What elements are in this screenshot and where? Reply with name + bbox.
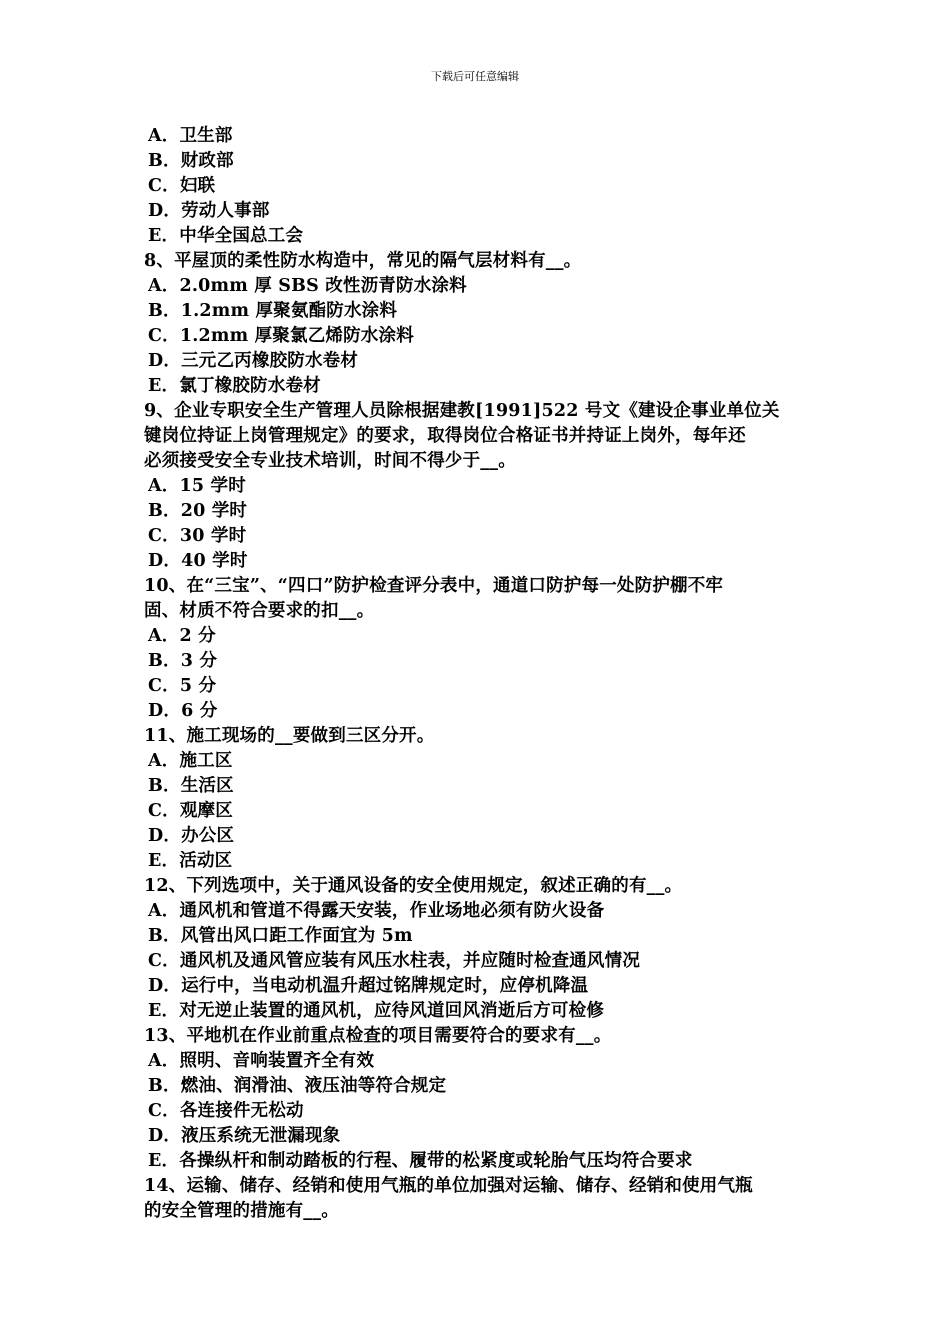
- page-header: 下载后可任意编辑: [431, 70, 519, 83]
- answer-option: D．液压系统无泄漏现象: [148, 1126, 341, 1146]
- answer-option: B．3 分: [148, 651, 218, 671]
- answer-option: D．三元乙丙橡胶防水卷材: [148, 351, 359, 371]
- question-text: 10、在“三宝”、“四口”防护检查评分表中，通道口防护每一处防护棚不牢: [144, 576, 724, 596]
- answer-option: E．各操纵杆和制动踏板的行程、履带的松紧度或轮胎气压均符合要求: [148, 1151, 693, 1171]
- answer-option: C．妇联: [148, 176, 216, 196]
- question-text: 9、企业专职安全生产管理人员除根据建教[1991]522 号文《建设企事业单位关: [144, 401, 780, 421]
- answer-option: D．6 分: [148, 701, 218, 721]
- answer-option: C．30 学时: [148, 526, 247, 546]
- answer-option: A．施工区: [148, 751, 233, 771]
- answer-option: C．通风机及通风管应装有风压水柱表，并应随时检查通风情况: [148, 951, 641, 971]
- answer-option: C．1.2mm 厚聚氯乙烯防水涂料: [148, 326, 414, 346]
- question-text: 必须接受安全专业技术培训，时间不得少于__。: [144, 451, 516, 471]
- answer-option: A．2.0mm 厚 SBS 改性沥青防水涂料: [148, 276, 467, 296]
- answer-option: A．15 学时: [148, 476, 246, 496]
- answer-option: E．活动区: [148, 851, 233, 871]
- question-text: 14、运输、储存、经销和使用气瓶的单位加强对运输、储存、经销和使用气瓶: [144, 1176, 753, 1196]
- question-text: 8、平屋顶的柔性防水构造中，常见的隔气层材料有__。: [144, 251, 582, 271]
- answer-option: C．5 分: [148, 676, 217, 696]
- answer-option: B．风管出风口距工作面宜为 5m: [148, 926, 413, 946]
- answer-option: E．中华全国总工会: [148, 226, 304, 246]
- answer-option: D．劳动人事部: [148, 201, 270, 221]
- question-text: 12、下列选项中，关于通风设备的安全使用规定，叙述正确的有__。: [144, 876, 683, 896]
- answer-option: A．照明、音响装置齐全有效: [148, 1051, 375, 1071]
- document-body: [144, 124, 814, 1224]
- answer-option: B．20 学时: [148, 501, 248, 521]
- answer-option: B．1.2mm 厚聚氨酯防水涂料: [148, 301, 398, 321]
- answer-option: A．通风机和管道不得露天安装，作业场地必须有防火设备: [148, 901, 605, 921]
- question-text: 的安全管理的措施有__。: [144, 1201, 339, 1221]
- answer-option: C．观摩区: [148, 801, 233, 821]
- answer-option: D．40 学时: [148, 551, 248, 571]
- answer-option: B．财政部: [148, 151, 234, 171]
- question-text: 键岗位持证上岗管理规定》的要求，取得岗位合格证书并持证上岗外，每年还: [144, 426, 746, 446]
- answer-option: B．生活区: [148, 776, 234, 796]
- answer-option: A．2 分: [148, 626, 216, 646]
- answer-option: B．燃油、润滑油、液压油等符合规定: [148, 1076, 447, 1096]
- answer-option: C．各连接件无松动: [148, 1101, 304, 1121]
- question-text: 13、平地机在作业前重点检查的项目需要符合的要求有__。: [144, 1026, 612, 1046]
- answer-option: D．办公区: [148, 826, 235, 846]
- answer-option: E．氯丁橡胶防水卷材: [148, 376, 321, 396]
- answer-option: A．卫生部: [148, 126, 233, 146]
- question-text: 11、施工现场的__要做到三区分开。: [144, 726, 435, 746]
- question-text: 固、材质不符合要求的扣__。: [144, 601, 375, 621]
- answer-option: E．对无逆止装置的通风机，应待风道回风消逝后方可检修: [148, 1001, 605, 1021]
- answer-option: D．运行中，当电动机温升超过铭牌规定时，应停机降温: [148, 976, 589, 996]
